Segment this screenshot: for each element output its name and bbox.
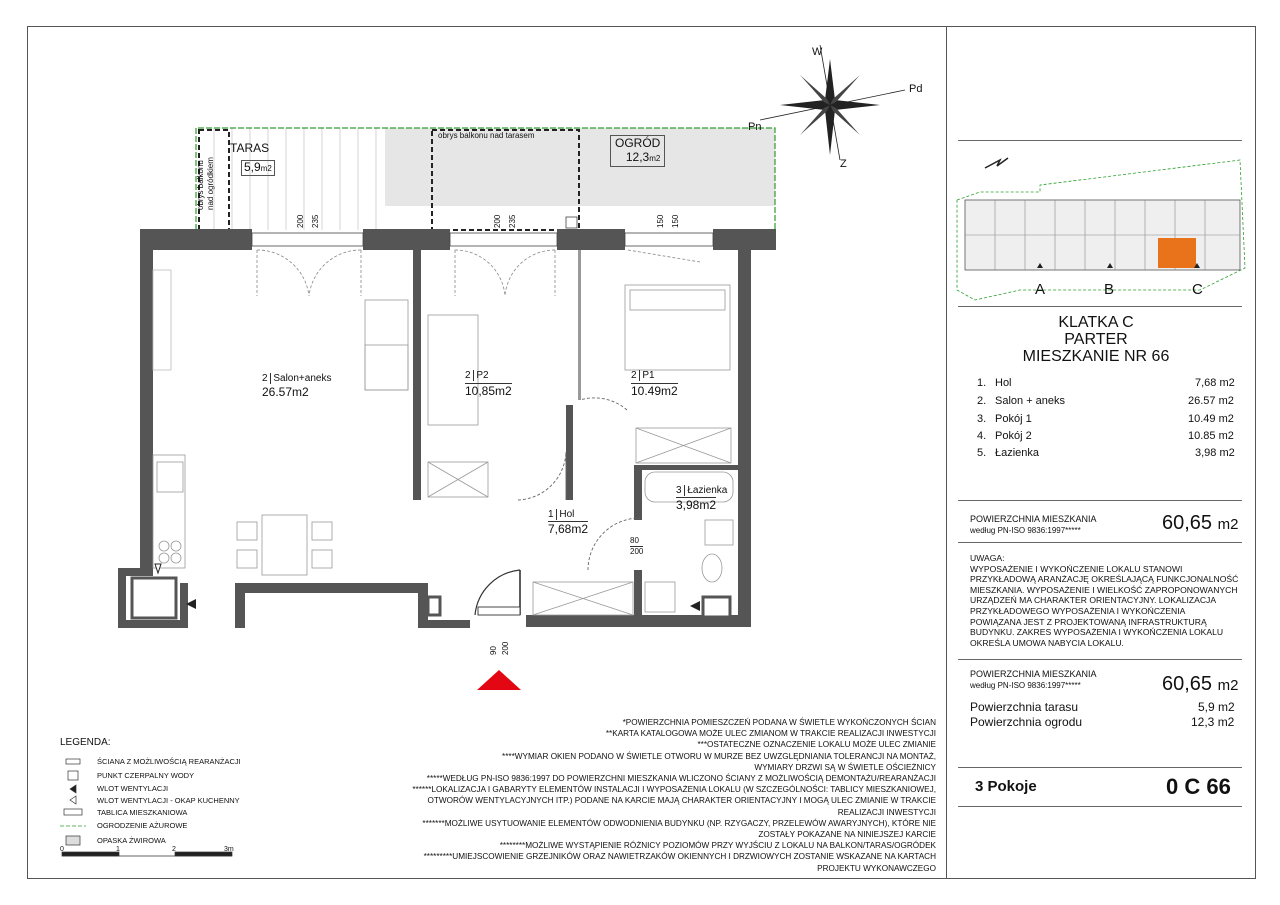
scale-0: 0 [60, 846, 64, 853]
keyplan-label-c: C [1192, 281, 1203, 298]
room-salon-area: 26.57m2 [262, 385, 309, 399]
room-list-name: Salon + aneks [995, 395, 1066, 407]
window-dim-1a: 200 [296, 214, 305, 228]
outdoor-area [196, 128, 775, 230]
furniture [153, 270, 733, 615]
room-hol-name: 1 Hol [548, 509, 575, 520]
rooms-count: 3 Pokoje [975, 778, 1037, 795]
area2-value: 60,65 m2 [1162, 673, 1239, 695]
entrance-arrow-icon [477, 670, 521, 690]
room-hol-area: 7,68m2 [548, 522, 589, 536]
area2-label: POWIERZCHNIA MIESZKANIA [970, 669, 1097, 679]
area1-label: POWIERZCHNIA MIESZKANIA [970, 514, 1097, 524]
room-list-area: 7,68 m2 [1195, 377, 1235, 389]
balcony-garden-note: obrys balkonu nad ogródkiem [196, 157, 215, 210]
balcony-terrace-note: obrys balkonu nad tarasem [438, 131, 535, 140]
legend-item: OGRODZENIE AŻUROWE [97, 821, 188, 830]
area1-value: 60,65 m2 [1162, 512, 1239, 534]
room-list-area: 3,98 m2 [1195, 447, 1235, 459]
room-list-no: 5. [977, 447, 987, 459]
north-arrow-icon [985, 158, 1008, 168]
window-dim-1b: 235 [311, 214, 320, 228]
legend-item: TABLICA MIESZKANIOWA [97, 808, 188, 817]
separator [958, 542, 1242, 543]
window-dim-3b: 150 [671, 214, 680, 228]
area2-sub: według PN-ISO 9836:1997***** [970, 681, 1081, 690]
gravel-strip-icon [66, 836, 80, 845]
garden-label: OGRÓD 12,3m2 [610, 135, 665, 167]
room-list-name: Pokój 2 [995, 430, 1032, 442]
terrace-area-label: Powierzchnia tarasu [970, 700, 1079, 714]
room-list-no: 1. [977, 377, 987, 389]
doors [475, 398, 640, 615]
ventilation-inlet-icon [690, 601, 700, 611]
door-entry-h: 200 [501, 641, 510, 655]
door-inner-dims: 80 200 [630, 536, 644, 556]
scale-3: 3m [224, 846, 234, 853]
terrace-label: TARAS [230, 141, 270, 155]
room-list-area: 10.85 m2 [1188, 430, 1234, 442]
separator [958, 140, 1242, 141]
compass-z: Z [840, 158, 847, 170]
legend-item: WLOT WENTYLACJI - OKAP KUCHENNY [97, 796, 240, 805]
room-list-no: 2. [977, 395, 987, 407]
header-line2: PARTER [1064, 331, 1128, 348]
header-line3: MIESZKANIE NR 66 [1022, 348, 1170, 365]
legend-item: PUNKT CZERPALNY WODY [97, 771, 195, 780]
room-p2-name: 2 P2 [465, 370, 489, 381]
room-lazienka-area: 3,98m2 [676, 498, 717, 512]
room-p2-area: 10,85m2 [465, 384, 512, 398]
header-line1: KLATKA C [1058, 314, 1134, 331]
kitchen-hood-vent-icon [70, 796, 76, 804]
walls [118, 229, 776, 628]
terrace-area: 5,9m2 [241, 160, 275, 176]
separator [958, 806, 1242, 807]
legend-item: WLOT WENTYLACJI [97, 784, 169, 793]
window-dim-3a: 150 [656, 214, 665, 228]
legend-item: ŚCIANA Z MOŻLIWOŚCIĄ REARANŻACJI [97, 757, 241, 766]
scale-1: 1 [116, 846, 120, 853]
ventilation-inlet-icon [155, 564, 161, 573]
unit-code: 0 C 66 [1166, 774, 1231, 799]
room-list-area: 10.49 m2 [1188, 413, 1234, 425]
separator [958, 306, 1242, 307]
room-salon-name: 2 Salon+aneks [262, 373, 332, 384]
garden-area-value: 12,3 m2 [1191, 715, 1235, 729]
legend-item: OPASKA ŻWIROWA [97, 836, 166, 845]
terrace-area-value: 5,9 m2 [1198, 700, 1235, 714]
room-list-area: 26.57 m2 [1188, 395, 1234, 407]
room-list-name: Łazienka [995, 447, 1040, 459]
compass-rose-icon [760, 45, 905, 160]
room-list-name: Hol [995, 377, 1012, 389]
footnotes: *POWIERZCHNIA POMIESZCZEŃ PODANA W ŚWIETLE WYKOŃCZONYCH ŚCIAN **KARTA KATALOGOWA MOŻE ULEC ZMIANOM W TRAKCIE REALIZACJI INWESTYCJI ***OSTATECZNE OZNACZENIE LOKALU MOŻE ULEC ZMIANIE ****WYMIAR OKIEN PODANO W ŚWIETLE OTWORU W MURZE BEZ UWZGLĘDNIANIA TOLERANCJI NA MONTAŻ, WYMIARY DRZWI SĄ W ŚWIETLE OŚCIEŻNICY *****WEDŁUG PN-ISO 9836:1997 DO POWIERZCHNI MIESZKANIA WLICZONO ŚCIANY Z MOŻLIWOŚCIĄ DEMONTAŻU/REARANŻACJI ******LOKALIZACJA I GABARYTY ELEMENTÓW INSTALACJI I WYPOSAŻENIA LOKALU (W SZCZEGÓLNOŚCI: TABLICY MIESZKANIOWEJ, OTWORÓW WENTYLACYJNYCH ITP.) PODANE NA KARCIE MAJĄ CHARAKTER ORIENTACYJNY I MOGĄ ULEC ZMIANIE W TRAKCIE REALIZACJI INWESTYCJI *******MOŻLIWE USYTUOWANIE ELEMENTÓW ODWODNIENIA BUDYNKU (NP. RZYGACZY, PRZELEWÓW AWARYJNYCH), KTÓRE NIE ZOSTAŁY POKAZANE NA NINIEJSZEJ KARCIE ********MOŻLIWE WYSTĄPIENIE RÓŻNICY POZIOMÓW PRZY WYJŚCIU Z LOKALU NA BALKON/TARAS/OGRÓDEK *********UMIEJSCOWIENIE GRZEJNIKÓW ORAZ NAWIETRZAKÓW OKIENNYCH I DRZWIOWYCH ZOSTANIE WSKAZANE NA KARTACH PROJEKTU WYKONAWCZEGO [412, 718, 936, 873]
rearrangeable-wall-icon [66, 759, 80, 764]
window-dim-2a: 200 [493, 214, 502, 228]
water-point-icon [68, 771, 78, 780]
room-list-name: Pokój 1 [995, 413, 1032, 425]
scale-2: 2 [172, 846, 176, 853]
room-lazienka-name: 3 Łazienka [676, 485, 728, 496]
key-plan [957, 158, 1245, 300]
keyplan-label-a: A [1035, 281, 1046, 298]
ventilation-inlet-icon [70, 785, 76, 793]
uwaga-block: UWAGA: WYPOSAŻENIE I WYKOŃCZENIE LOKALU STANOWI PRZYKŁADOWĄ ARANŻACJĘ OKREŚLAJĄCĄ FUNKCJONALNOŚĆ MIESZKANIA. WYPOSAŻENIE I WIELKOŚĆ ZAPROPONOWANYCH URZĄDZEŃ MA CHARAKTER ORIENTACYJNY. LOKALIZACJA PRZYKŁADOWEGO WYPOSAŻENIA I WYKOŃCZENIA POWIĄZANA JEST Z PROJEKTOWANĄ INFRASTRUKTURĄ BUDYNKU. ZAKRES WYPOSAŻENIA I WYKOŃCZENIA LOKALU OKREŚLA UMOWA NABYCIA LOKALU. [970, 553, 1239, 648]
compass-w: W [812, 46, 823, 58]
scale-bar-icon [62, 852, 232, 856]
legend-title: LEGENDA: [60, 737, 111, 748]
area1-sub: według PN-ISO 9836:1997***** [970, 526, 1081, 535]
room-p1-area: 10.49m2 [631, 384, 678, 398]
keyplan-label-b: B [1104, 281, 1115, 298]
separator [958, 659, 1242, 660]
windows [252, 233, 713, 296]
garden-area-label: Powierzchnia ogrodu [970, 715, 1083, 729]
window-dim-2b: 235 [508, 214, 517, 228]
room-p1-name: 2 P1 [631, 370, 655, 381]
distribution-board-icon [64, 809, 82, 815]
separator [958, 500, 1242, 501]
compass-pn: Pn [748, 121, 762, 133]
unit-highlight [1158, 238, 1196, 268]
room-list-no: 3. [977, 413, 987, 425]
room-list-no: 4. [977, 430, 987, 442]
door-entry-w: 90 [489, 646, 498, 655]
compass-pd: Pd [909, 83, 923, 95]
separator [958, 767, 1242, 768]
